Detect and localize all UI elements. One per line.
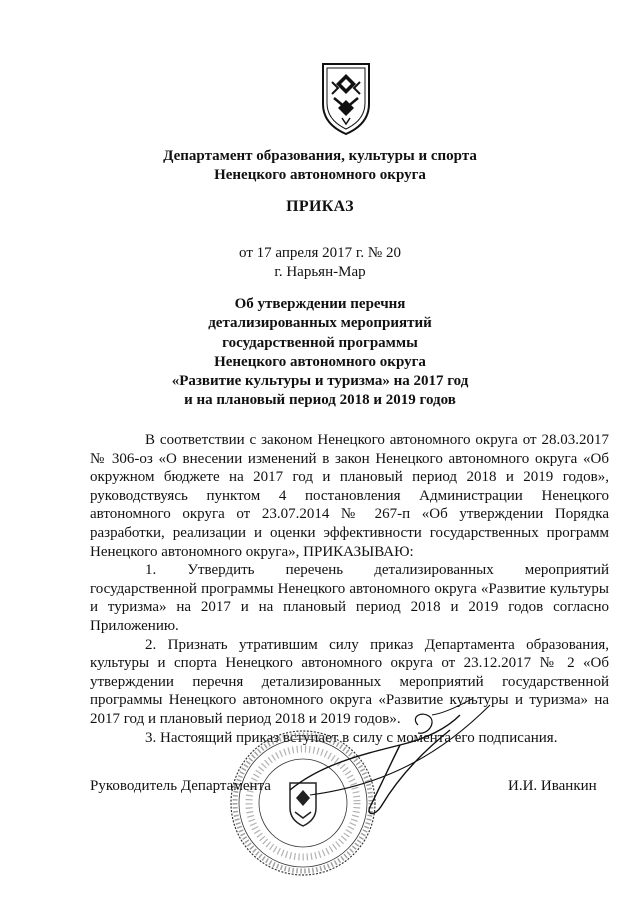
document-type: ПРИКАЗ xyxy=(286,198,354,215)
department-line-2: Ненецкого автономного округа xyxy=(214,167,426,183)
document-place: г. Нарьян-Мар xyxy=(274,264,366,280)
order-item-2: 2. Признать утратившим силу приказ Департамента образования, культуры и спорта Ненецкого автономного округа от 23.12.2017 № 2 «Об утверждении перечня детализированных мероприятий государственной программы Ненецкого автономного округа «Развитие культуры и туризма» на 2017 год и плановый период 2018 и 2019 годов». xyxy=(90,636,609,727)
signatory-name: И.И. Иванкин xyxy=(508,778,597,794)
document-date: от 17 апреля 2017 г. № 20 xyxy=(239,245,401,261)
preamble-paragraph: В соответствии с законом Ненецкого автономного округа от 28.03.2017 № 306-оз «О внесении изменений в закон Ненецкого автономного округа «Об окружном бюджете на 2017 год и плановый период 2018 и 2019 годов», руководствуясь пунктом 4 постановления Администрации Ненецкого автономного округа от 23.07.2014 № 267-п «Об утверждении Порядка разработки, реализации и оценки эффективности государственных программ Ненецкого автономного округа», ПРИКАЗЫВАЮ: xyxy=(90,432,609,560)
order-item-1: 1. Утвердить перечень детализированных мероприятий государственной программы Ненецкого автономного округа «Развитие культуры и туризма» на 2017 и на плановый период 2018 и 2019 годов согласно Приложению. xyxy=(90,562,609,634)
title-line: государственной программы xyxy=(222,334,418,351)
coat-of-arms-icon xyxy=(320,62,372,136)
title-line: детализированных мероприятий xyxy=(208,315,432,332)
title-line: Ненецкого автономного округа xyxy=(214,353,426,370)
department-line-1: Департамент образования, культуры и спорта xyxy=(163,148,477,164)
signatory-role: Руководитель Департамента xyxy=(90,778,271,794)
order-item-3: 3. Настоящий приказ вступает в силу с момента его подписания. xyxy=(145,729,558,746)
document-title xyxy=(30,295,610,411)
document-date-place xyxy=(102,244,538,282)
title-line: Об утверждении перечня xyxy=(234,296,406,312)
title-line: «Развитие культуры и туризма» на 2017 год xyxy=(171,373,469,390)
title-line: и на плановый период 2018 и 2019 годов xyxy=(184,392,456,409)
handwritten-signature-icon xyxy=(250,695,530,835)
department-name xyxy=(0,147,640,185)
